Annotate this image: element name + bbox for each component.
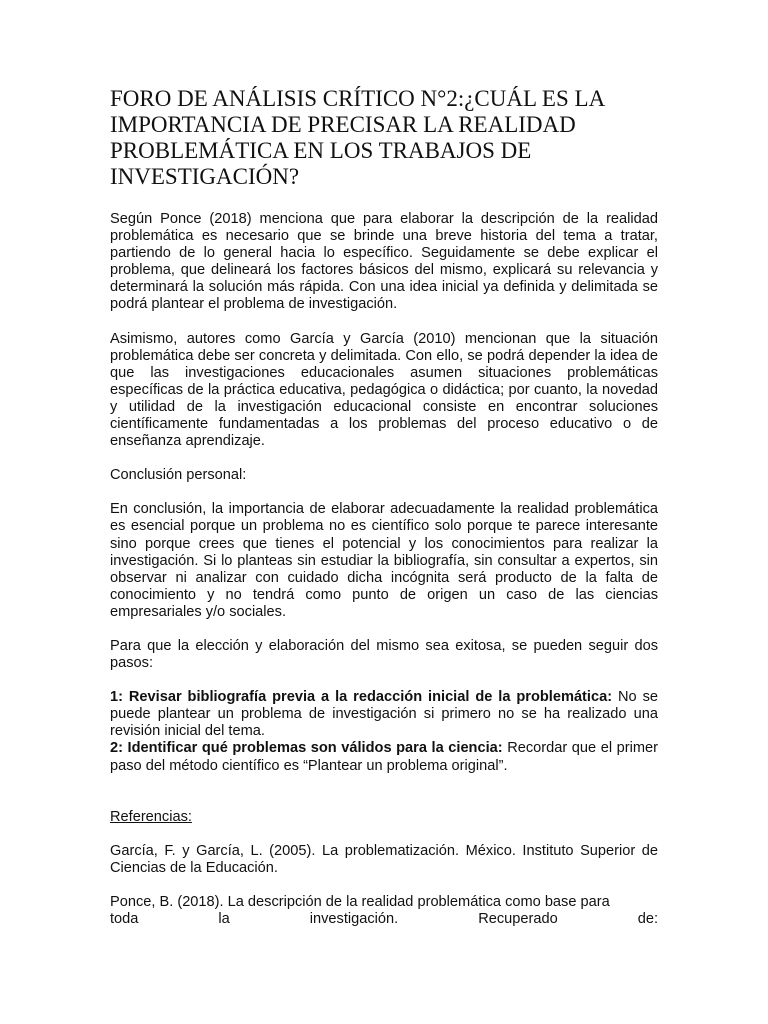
reference-item xyxy=(110,894,658,911)
reference-item: García, F. y García, L. (2005). La problematización. México. Instituto Superior de Ciencias de la Educación. xyxy=(110,842,658,876)
document-title: FORO DE ANÁLISIS CRÍTICO N°2:¿CUÁL ES LA IMPORTANCIA DE PRECISAR LA REALIDAD PROBLEMÁTICA EN LOS TRABAJOS DE INVESTIGACIÓN? xyxy=(110,86,604,189)
paragraph-steps-intro: Para que la elección y elaboración del mismo sea exitosa, se pueden seguir dos pasos: xyxy=(110,637,658,672)
step-item xyxy=(110,740,658,774)
conclusion-heading: Conclusión personal: xyxy=(110,467,247,484)
step-text: No se puede plantear un problema de investigación si primero no se ha realizado una revisión inicial del tema. xyxy=(110,689,658,740)
paragraph-garcia: Asimismo, autores como García y García (2010) mencionan que la situación problemática debe ser concreta y delimitada. Con ello, se podrá depender la idea de que las investigaciones educacionales asumen situaciones problemáticas específicas de la práctica educativa, pedagógica o didáctica; por cuanto, la novedad y utilidad de la investigación educacional consiste en encontrar soluciones científicamente fundamentadas a los problemas del proceso educativo o de enseñanza aprendizaje. xyxy=(110,330,658,450)
reference-url-line: toda la investigación. Recuperado de: xyxy=(110,911,658,927)
step-label: 2: Identificar qué problemas son válidos para la ciencia: xyxy=(110,740,503,757)
references-heading xyxy=(110,809,658,826)
document-body xyxy=(110,86,658,928)
step-item xyxy=(110,689,658,740)
references-heading-text: Referencias: xyxy=(110,808,192,825)
step-label: 1: Revisar bibliografía previa a la redacción inicial de la problemática: xyxy=(110,689,613,706)
paragraph-conclusion: En conclusión, la importancia de elaborar adecuadamente la realidad problemática es esencial porque un problema no es científico solo porque te parece interesante sino porque crees que tienes el potencial y los conocimientos para realizar la investigación. Si lo planteas sin estudiar la bibliografía, sin consultar a expertos, sin observar ni analizar con cuidado dicha incógnita será producto de la falta de conocimiento y no tendrá como punto de origen un caso de las ciencias empresariales y/o sociales. xyxy=(110,501,658,620)
step-text: Recordar que el primer paso del método científico es “Plantear un problema original”. xyxy=(110,740,658,774)
paragraph-ponce: Según Ponce (2018) menciona que para elaborar la descripción de la realidad problemática es necesario que se brinde una breve historia del tema a tratar, partiendo de lo general hacia lo específico. Seguidamente se debe explicar el problema, que delineará los factores básicos del mismo, explicará su relevancia y determinará la solución más rápida. Con una idea inicial ya definida y delimitada se podrá plantear el problema de investigación. xyxy=(110,211,658,313)
reference-text: Ponce, B. (2018). La descripción de la realidad problemática como base para xyxy=(110,893,610,910)
section-spacer xyxy=(110,775,658,809)
